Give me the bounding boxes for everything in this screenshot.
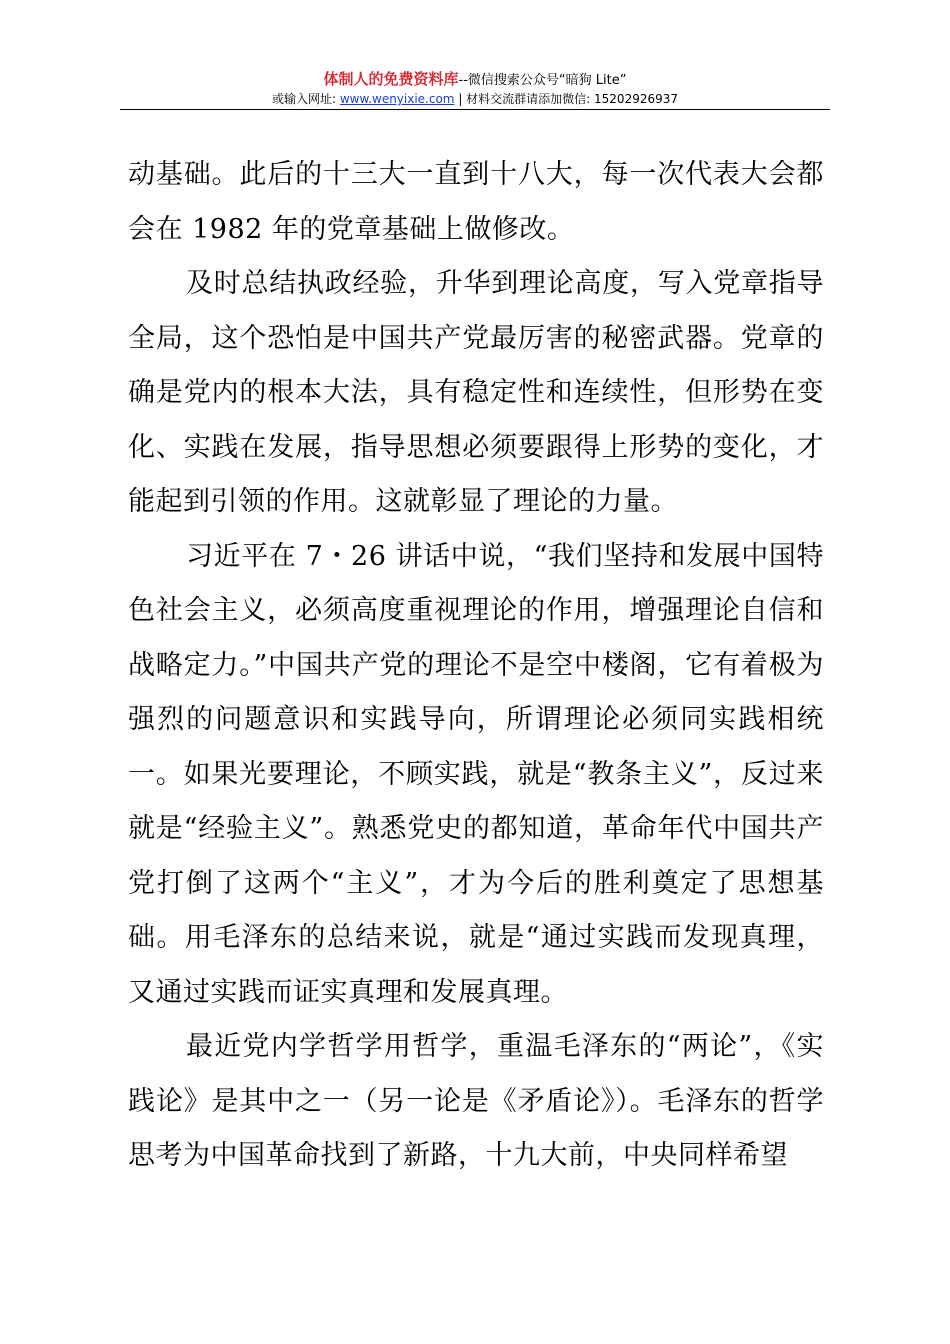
page-header: [120, 70, 830, 108]
header-contact: | 材料交流群请添加微信: 15202926937: [454, 92, 679, 106]
header-divider: [120, 109, 830, 110]
header-url-label: 或输入网址:: [271, 92, 340, 106]
paragraph-2: 及时总结执政经验，升华到理论高度，写入党章指导全局，这个恐怕是中国共产党最厉害的秘密武器。党章的确是党内的根本大法，具有稳定性和连续性，但形势在变化、实践在发展，指导思想必须要跟得上形势的变化，才能起到引领的作用。这就彰显了理论的力量。: [128, 268, 824, 517]
header-line-2: [120, 90, 830, 108]
document-body: [128, 148, 824, 1184]
header-url-link[interactable]: www.wenyixie.com: [339, 92, 455, 106]
paragraph-1: 动基础。此后的十三大一直到十八大，每一次代表大会都会在 1982 年的党章基础上做修改。: [128, 159, 824, 245]
paragraph-4: 最近党内学哲学用哲学，重温毛泽东的“两论”，《实践论》是其中之一（另一论是《矛盾论》）。毛泽东的哲学思考为中国革命找到了新路，十九大前，中央同样希望: [128, 1031, 824, 1171]
header-line-1: [120, 70, 830, 90]
header-tagline: --微信搜索公众号“暗狗 Lite”: [458, 73, 627, 88]
header-brand: 体制人的免费资料库: [323, 70, 459, 88]
paragraph-3: 习近平在 7・26 讲话中说，“我们坚持和发展中国特色社会主义，必须高度重视理论的作用，增强理论自信和战略定力。”中国共产党的理论不是空中楼阁，它有着极为强烈的问题意识和实践导向，所谓理论必须同实践相统一。如果光要理论，不顾实践，就是“教条主义”，反过来就是“经验主义”。熟悉党史的都知道，革命年代中国共产党打倒了这两个“主义”，才为今后的胜利奠定了思想基础。用毛泽东的总结来说，就是“通过实践而发现真理，又通过实践而证实真理和发展真理。: [128, 540, 824, 1008]
